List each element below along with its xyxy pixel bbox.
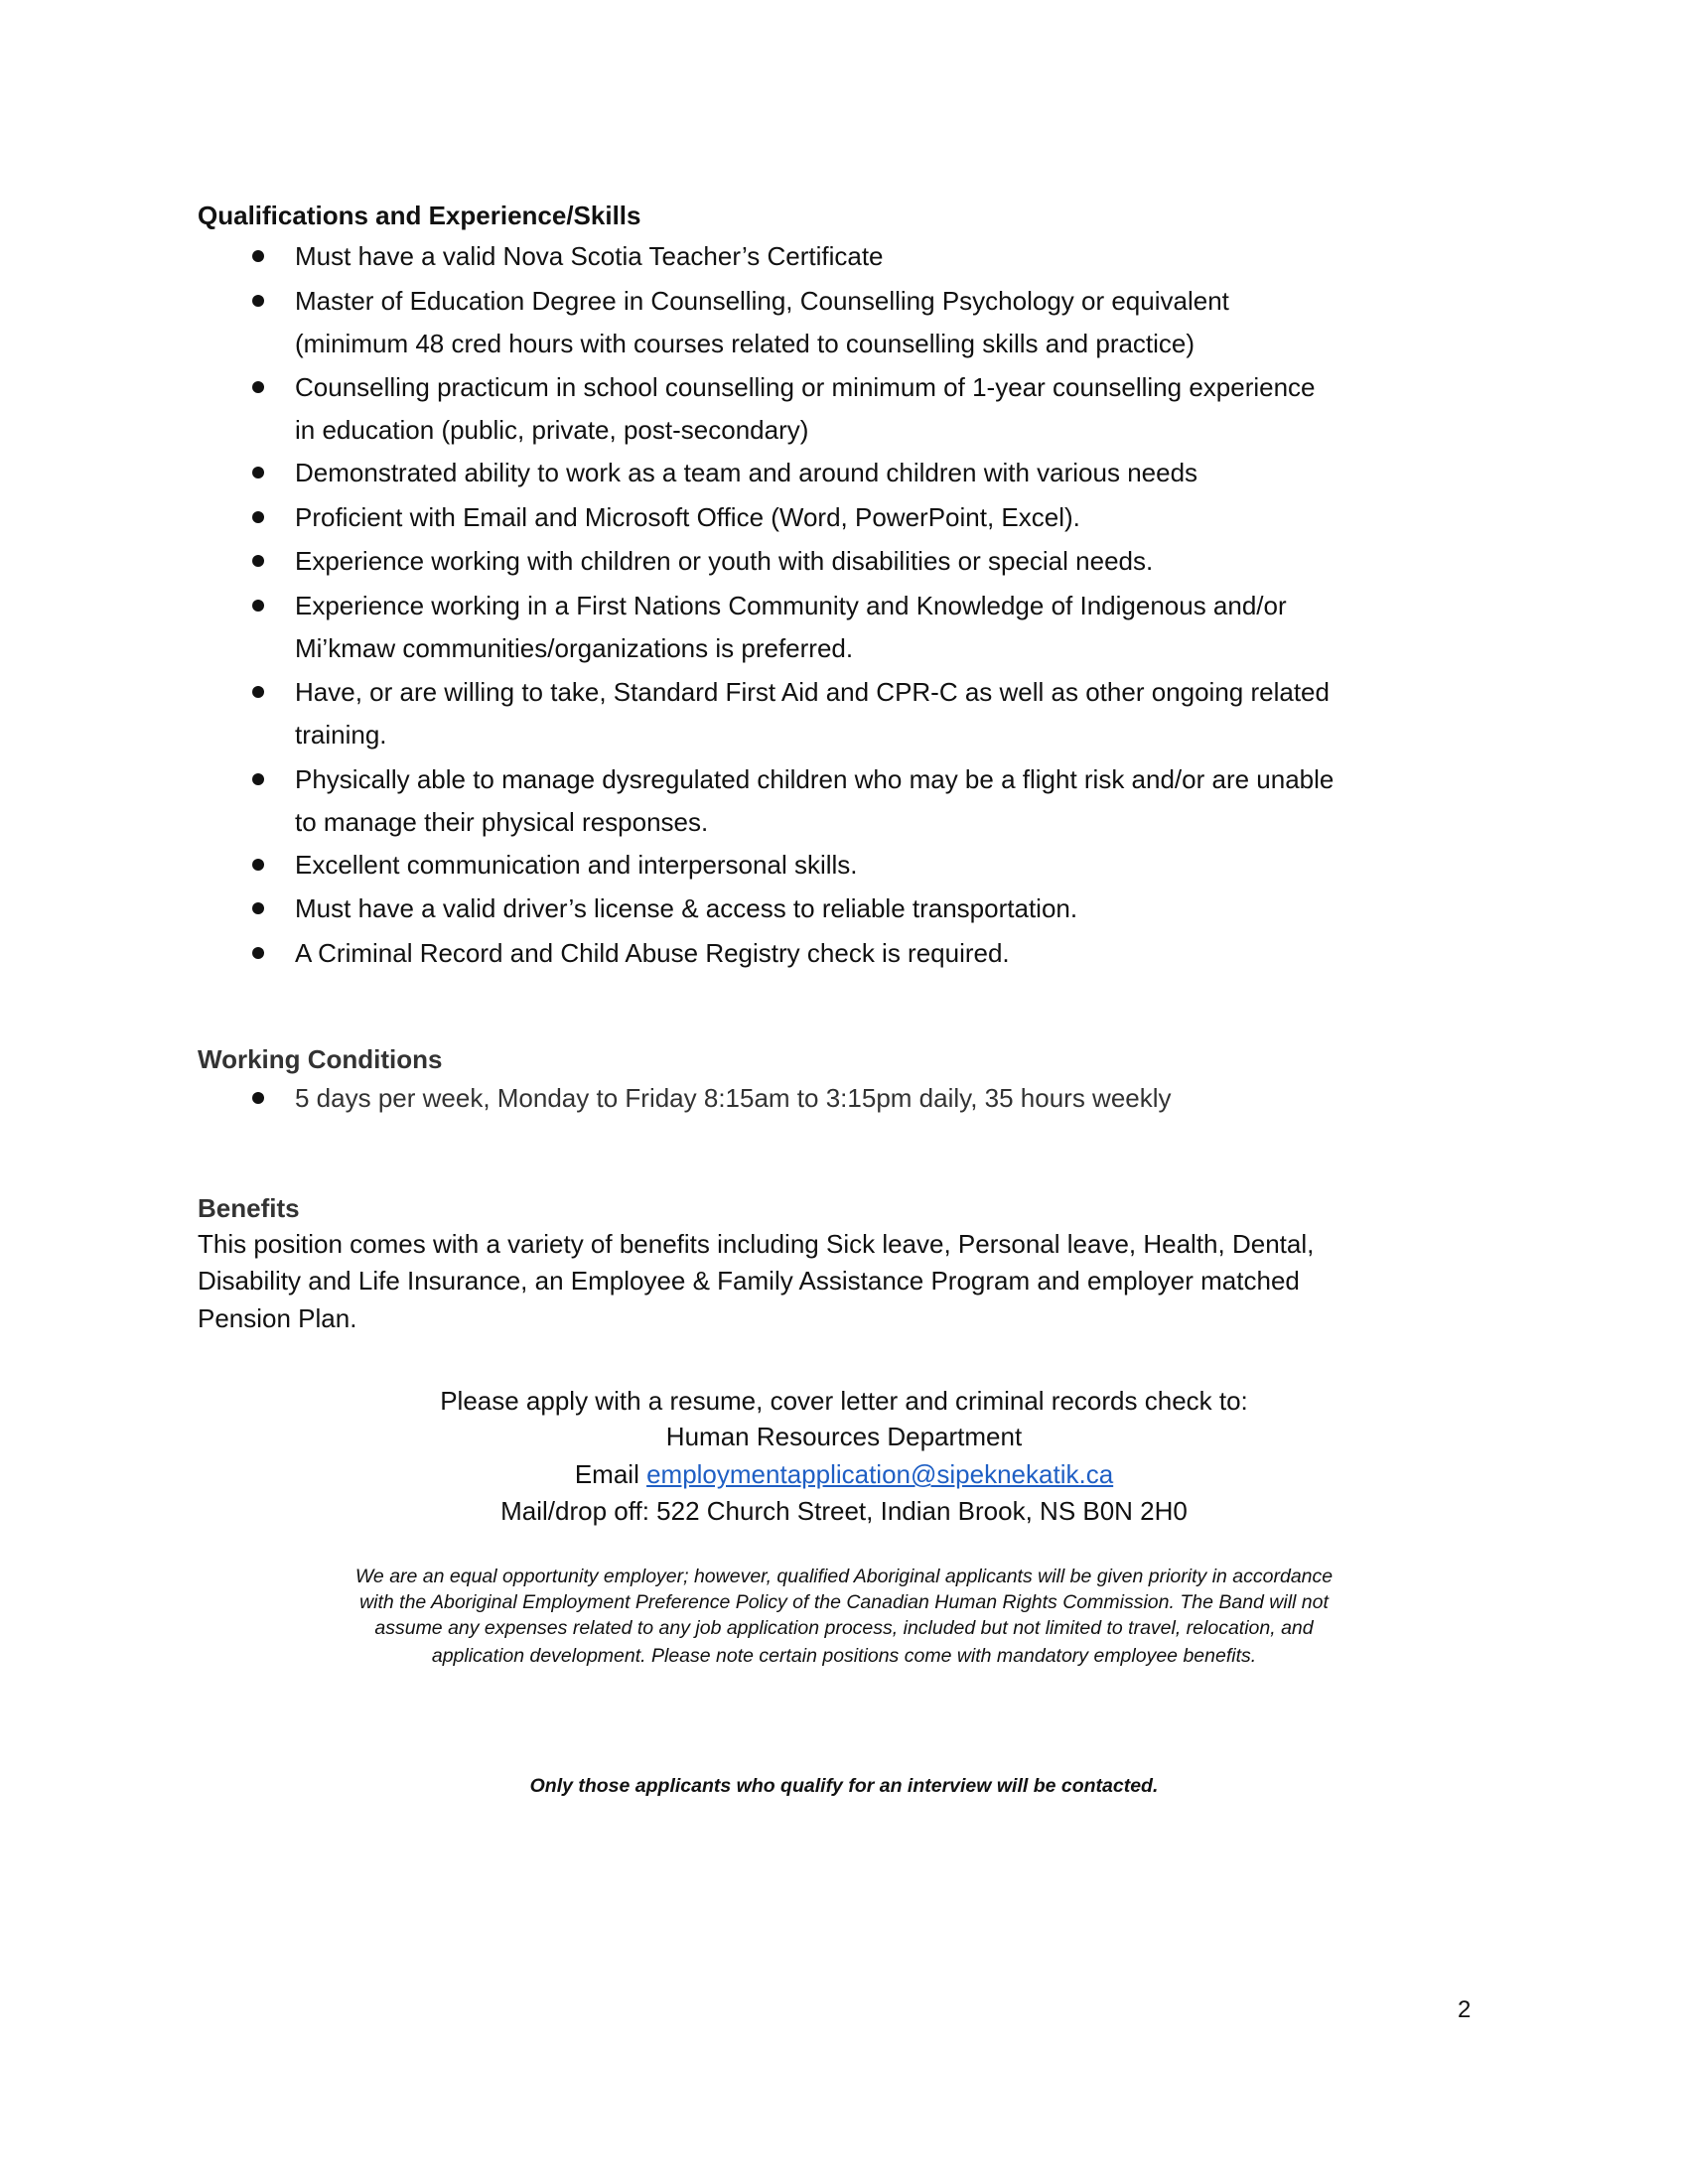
closing-note: Only those applicants who qualify for an interview will be contacted. (529, 1775, 1159, 1797)
bullet-icon (252, 381, 264, 393)
list-item-line: training. (295, 720, 387, 750)
list-item-line: (minimum 48 cred hours with courses related to counselling skills and practice) (295, 329, 1196, 358)
list-item-line: in education (public, private, post-secondary) (295, 415, 809, 445)
list-item-line: Mi’kmaw communities/organizations is preferred. (295, 633, 854, 663)
list-item-line: Proficient with Email and Microsoft Office (Word, PowerPoint, Excel). (295, 502, 1080, 532)
disclaimer-line: with the Aboriginal Employment Preference Policy of the Canadian Human Rights Commission. The Band will not (359, 1591, 1329, 1613)
benefits-text-line: Disability and Life Insurance, an Employee & Family Assistance Program and employer matched (198, 1266, 1300, 1296)
bullet-icon (252, 250, 264, 262)
benefits-heading: Benefits (198, 1193, 300, 1223)
list-item-line: Must have a valid driver’s license & access to reliable transportation. (295, 893, 1078, 923)
benefits-text-line: This position comes with a variety of benefits including Sick leave, Personal leave, Health, Dental, (198, 1229, 1315, 1259)
bullet-icon (252, 773, 264, 785)
apply-mail: Mail/drop off: 522 Church Street, Indian Brook, NS B0N 2H0 (500, 1496, 1188, 1526)
list-item-line: Experience working in a First Nations Community and Knowledge of Indigenous and/or (295, 591, 1287, 620)
list-item-line: Excellent communication and interpersonal skills. (295, 850, 858, 880)
list-item-line: Master of Education Degree in Counselling, Counselling Psychology or equivalent (295, 286, 1229, 316)
list-item-line: Demonstrated ability to work as a team and around children with various needs (295, 458, 1198, 487)
list-item-line: A Criminal Record and Child Abuse Registry check is required. (295, 938, 1010, 968)
list-item-line: Have, or are willing to take, Standard First Aid and CPR-C as well as other ongoing related (295, 677, 1330, 707)
bullet-icon (252, 555, 264, 567)
list-item-line: Must have a valid Nova Scotia Teacher’s Certificate (295, 241, 884, 271)
bullet-icon (252, 511, 264, 523)
disclaimer-line: application development. Please note certain positions come with mandatory employee benefits. (431, 1645, 1257, 1667)
email-label: Email (574, 1459, 639, 1489)
list-item-line: Physically able to manage dysregulated children who may be a flight risk and/or are unable (295, 764, 1335, 794)
disclaimer-line: assume any expenses related to any job application process, included but not limited to travel, relocation, and (374, 1617, 1314, 1639)
bullet-icon (252, 859, 264, 871)
bullet-icon (252, 902, 264, 914)
bullet-icon (252, 295, 264, 307)
apply-email-line (0, 1454, 1688, 1494)
bullet-icon (252, 467, 264, 478)
list-item-line: to manage their physical responses. (295, 807, 709, 837)
page-number: 2 (1458, 1996, 1472, 2023)
apply-intro: Please apply with a resume, cover letter and criminal records check to: (440, 1386, 1248, 1416)
bullet-icon (252, 947, 264, 959)
bullet-icon (252, 686, 264, 698)
benefits-text-line: Pension Plan. (198, 1303, 357, 1333)
list-item: 5 days per week, Monday to Friday 8:15am to 3:15pm daily, 35 hours weekly (295, 1083, 1172, 1113)
working-conditions-heading: Working Conditions (198, 1044, 443, 1074)
disclaimer-line: We are an equal opportunity employer; however, qualified Aboriginal applicants will be given priority in accordance (354, 1566, 1334, 1587)
bullet-icon (252, 1092, 264, 1104)
email-link[interactable]: employmentapplication@sipeknekatik.ca (646, 1459, 1114, 1489)
bullet-icon (252, 600, 264, 612)
list-item-line: Counselling practicum in school counselling or minimum of 1-year counselling experience (295, 372, 1316, 402)
apply-department: Human Resources Department (665, 1422, 1023, 1451)
list-item-line: Experience working with children or youth with disabilities or special needs. (295, 546, 1154, 576)
qualifications-heading: Qualifications and Experience/Skills (198, 201, 641, 230)
